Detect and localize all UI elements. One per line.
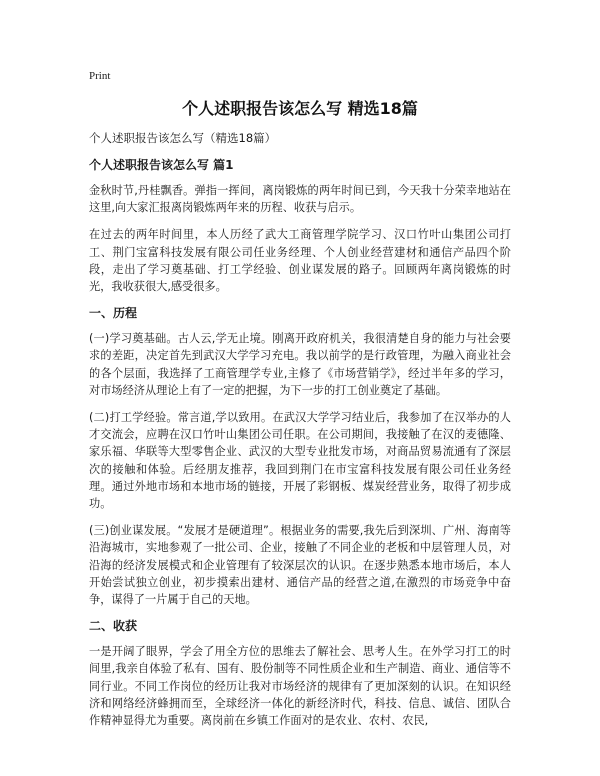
page-title: 个人述职报告该怎么写 精选18篇 (182, 99, 418, 118)
print-label: Print (89, 70, 111, 82)
document-body (89, 130, 511, 739)
section-heading-history: 一、历程 (89, 306, 138, 321)
document-subtitle: 个人述职报告该怎么写（精选18篇） (89, 131, 277, 145)
article-heading: 个人述职报告该怎么写 篇1 (89, 158, 234, 172)
intro-paragraph-2: 在过去的两年时间里，本人历经了武大工商管理学院学习、汉口竹叶山集团公司打工、荆门宝富科技发展有限公司任业务经理、个人创业经营建材和通信产品四个阶段，走出了学习奠基础、打工学经验、创业谋发展的路子。回顾两年离岗锻炼的时光，我收获很大,感受很多。 (89, 228, 511, 294)
history-paragraph-2: (二)打工学经验。常言道,学以致用。在武汉大学学习结业后，我参加了在汉举办的人才交流会，应聘在汉口竹叶山集团公司任职。在公司期间，我接触了在汉的麦德隆、家乐福、华联等大型零售企业、武汉的大型专业批发市场，对商品贸易流通有了深层次的接触和体验。后经朋友推荐，我回到荆门在市宝富科技发展有限公司任业务经理。通过外地市场和本地市场的链接，开展了彩钢板、煤炭经营业务，取得了初步成功。 (89, 411, 511, 511)
section-heading-gains: 二、收获 (89, 619, 138, 634)
history-paragraph-1: (一)学习奠基础。古人云,学无止境。刚离开政府机关，我很清楚自身的能力与社会要求的差距，决定首先到武汉大学学习充电。我以前学的是行政管理，为融入商业社会的各个层面，我选择了工商管理学专业,主修了《市场营销学》，经过半年多的学习，对市场经济从理论上有了一定的把握，为下一步的打工创业奠定了基础。 (89, 332, 511, 397)
gains-paragraph-1: 一是开阔了眼界，学会了用全方位的思维去了解社会、思考人生。在外学习打工的时间里,我亲自体验了私有、国有、股份制等不同性质企业和生产制造、商业、通信等不同行业。不同工作岗位的经历让我对市场经济的规律有了更加深刻的认识。在知识经济和网络经济蜂拥而至，全球经济一体化的新经济时代，科技、信息、诚信、团队合作精神显得尤为重要。离岗前在乡镇工作面对的是农业、农村、农民, (89, 645, 511, 728)
history-paragraph-3: (三)创业谋发展。“发展才是硬道理”。根据业务的需要,我先后到深圳、广州、海南等沿海城市，实地参观了一批公司、企业，接触了不同企业的老板和中层管理人员，对沿海的经济发展模式和企业管理有了较深层次的认识。在逐步熟悉本地市场后，本人开始尝试独立创业，初步摸索出建材、通信产品的经营之道,在激烈的市场竞争中奋争，谋得了一片属于自己的天地。 (89, 524, 511, 607)
intro-paragraph-1: 金秋时节,丹桂飘香。弹指一挥间，离岗锻炼的两年时间已到，今天我十分荣幸地站在这里,向大家汇报离岗锻炼两年来的历程、收获与启示。 (89, 184, 511, 215)
